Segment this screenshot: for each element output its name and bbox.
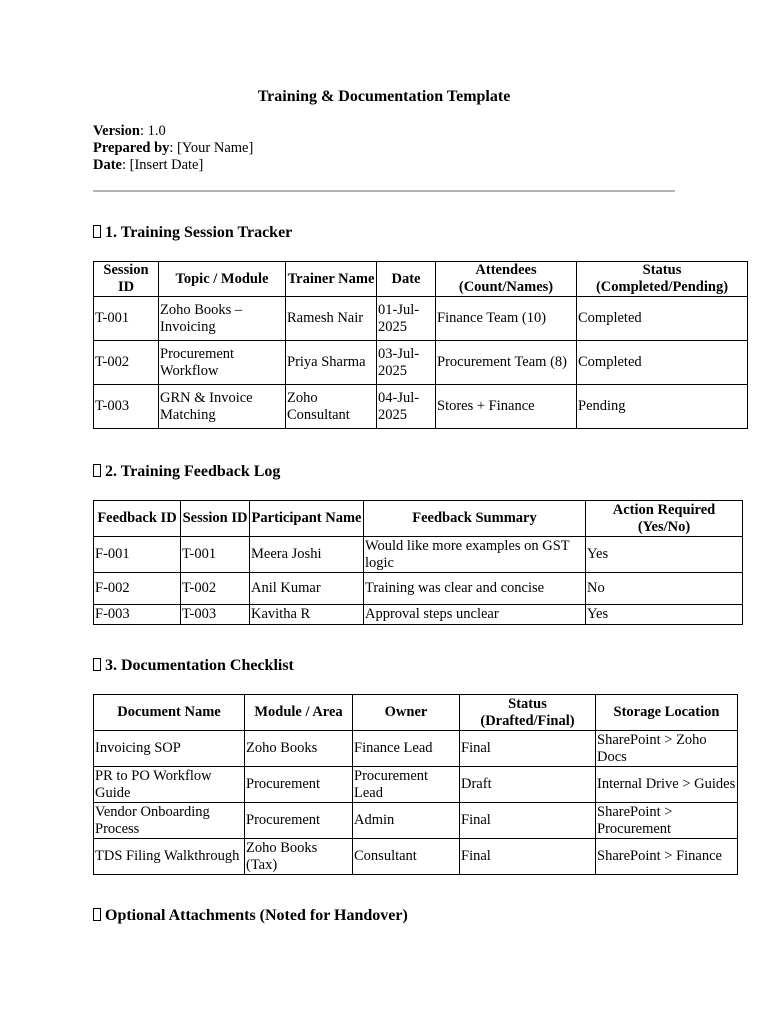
table-row <box>94 803 738 839</box>
table-cell: Admin <box>353 803 460 839</box>
checkbox-icon <box>93 464 101 477</box>
table-cell: Training was clear and concise <box>364 573 586 605</box>
table-cell: 03-Jul-2025 <box>377 341 436 385</box>
table-cell: T-001 <box>94 297 159 341</box>
table-row <box>94 731 738 767</box>
checkbox-icon <box>93 908 101 921</box>
table-cell: Zoho Consultant <box>286 385 377 429</box>
table-cell: Priya Sharma <box>286 341 377 385</box>
column-header: Document Name <box>94 695 245 731</box>
feedback-log-table <box>93 500 743 625</box>
table-cell: Approval steps unclear <box>364 605 586 625</box>
table-row <box>94 537 743 573</box>
table-cell: Invoicing SOP <box>94 731 245 767</box>
checkbox-icon <box>93 658 101 671</box>
table-cell: Final <box>460 731 596 767</box>
column-header: Participant Name <box>250 501 364 537</box>
column-header: Session ID <box>181 501 250 537</box>
table-cell: 01-Jul-2025 <box>377 297 436 341</box>
documentation-checklist-table <box>93 694 738 875</box>
table-cell: Finance Team (10) <box>436 297 577 341</box>
table-cell: Internal Drive > Guides <box>596 767 738 803</box>
table-cell: No <box>586 573 743 605</box>
table-cell: Final <box>460 839 596 875</box>
table-cell: F-002 <box>94 573 181 605</box>
table-row <box>94 297 748 341</box>
table-cell: Yes <box>586 605 743 625</box>
table-cell: Zoho Books – Invoicing <box>159 297 286 341</box>
column-header: Session ID <box>94 262 159 297</box>
table-cell: T-002 <box>94 341 159 385</box>
table-row <box>94 573 743 605</box>
table-cell: Stores + Finance <box>436 385 577 429</box>
table-cell: Would like more examples on GST logic <box>364 537 586 573</box>
table-cell: Zoho Books <box>245 731 353 767</box>
column-header: Trainer Name <box>286 262 377 297</box>
table-cell: Procurement Lead <box>353 767 460 803</box>
document-title: Training & Documentation Template <box>257 88 511 105</box>
table-cell: Draft <box>460 767 596 803</box>
table-cell: PR to PO Workflow Guide <box>94 767 245 803</box>
column-header: Action Required (Yes/No) <box>586 501 743 537</box>
table-header-row <box>94 695 738 731</box>
table-row <box>94 605 743 625</box>
document-meta <box>93 123 253 174</box>
column-header: Feedback Summary <box>364 501 586 537</box>
table-cell: T-003 <box>94 385 159 429</box>
column-header: Feedback ID <box>94 501 181 537</box>
table-cell: Meera Joshi <box>250 537 364 573</box>
table-cell: T-002 <box>181 573 250 605</box>
table-cell: Procurement <box>245 803 353 839</box>
table-cell: Anil Kumar <box>250 573 364 605</box>
table-cell: Ramesh Nair <box>286 297 377 341</box>
table-cell: Pending <box>577 385 748 429</box>
horizontal-rule <box>93 190 675 192</box>
table-cell: T-001 <box>181 537 250 573</box>
table-row <box>94 385 748 429</box>
table-cell: SharePoint > Zoho Docs <box>596 731 738 767</box>
table-cell: Finance Lead <box>353 731 460 767</box>
table-cell: Procurement <box>245 767 353 803</box>
table-cell: 04-Jul-2025 <box>377 385 436 429</box>
table-cell: Consultant <box>353 839 460 875</box>
section-training-title: 1. Training Session Tracker <box>93 224 292 242</box>
column-header: Topic / Module <box>159 262 286 297</box>
date-line: Date: [Insert Date] <box>93 157 204 173</box>
column-header: Module / Area <box>245 695 353 731</box>
table-cell: F-003 <box>94 605 181 625</box>
table-cell: Procurement Workflow <box>159 341 286 385</box>
training-session-table <box>93 261 748 429</box>
table-cell: Kavitha R <box>250 605 364 625</box>
table-row <box>94 341 748 385</box>
table-cell: Yes <box>586 537 743 573</box>
version-line: Version: 1.0 <box>93 123 166 139</box>
table-cell: SharePoint > Procurement <box>596 803 738 839</box>
table-cell: SharePoint > Finance <box>596 839 738 875</box>
table-cell: F-001 <box>94 537 181 573</box>
table-cell: TDS Filing Walkthrough <box>94 839 245 875</box>
column-header: Status (Completed/Pending) <box>577 262 748 297</box>
column-header: Storage Location <box>596 695 738 731</box>
table-header-row <box>94 501 743 537</box>
section-checklist-title: 3. Documentation Checklist <box>93 657 294 675</box>
table-cell: GRN & Invoice Matching <box>159 385 286 429</box>
checkbox-icon <box>93 225 101 238</box>
column-header: Attendees (Count/Names) <box>436 262 577 297</box>
column-header: Owner <box>353 695 460 731</box>
table-cell: Final <box>460 803 596 839</box>
table-cell: Zoho Books (Tax) <box>245 839 353 875</box>
column-header: Date <box>377 262 436 297</box>
table-header-row <box>94 262 748 297</box>
section-feedback-title: 2. Training Feedback Log <box>93 463 280 481</box>
table-cell: Completed <box>577 341 748 385</box>
table-row <box>94 767 738 803</box>
prepared-by-line: Prepared by: [Your Name] <box>93 140 254 156</box>
table-cell: T-003 <box>181 605 250 625</box>
table-cell: Completed <box>577 297 748 341</box>
section-attachments-title: Optional Attachments (Noted for Handover) <box>93 907 408 925</box>
column-header: Status (Drafted/Final) <box>460 695 596 731</box>
table-row <box>94 839 738 875</box>
table-cell: Procurement Team (8) <box>436 341 577 385</box>
table-cell: Vendor Onboarding Process <box>94 803 245 839</box>
